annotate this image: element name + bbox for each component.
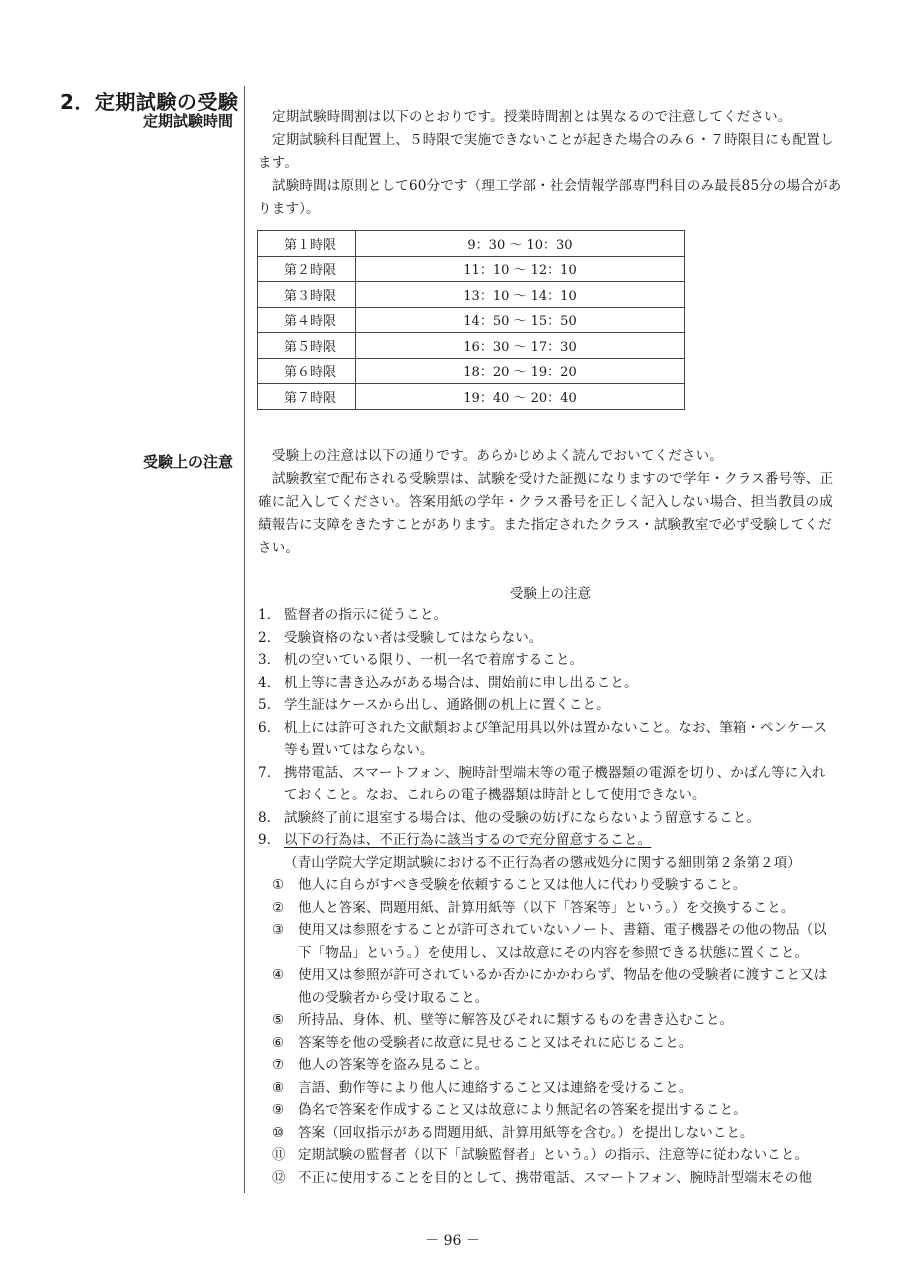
time-cell: 16：30 〜 17：30	[356, 333, 685, 359]
list-item	[258, 694, 838, 717]
item-text: 所持品、身体、机、壁等に解答及びそれに類するものを書き込むこと。	[298, 1012, 734, 1028]
paragraph: 試験時間は原則として60分です（理工学部・社会情報学部専門科目のみ最長85分の場合があります）。	[258, 178, 842, 217]
item-text: 不正に使用することを目的として、携帯電話、スマートフォン、腕時計型端末その他	[298, 1169, 813, 1186]
item-text: 言語、動作等により他人に連絡すること又は連絡を受けること。	[298, 1079, 693, 1096]
list-item	[258, 1032, 838, 1055]
item-number: ⑥	[272, 1034, 285, 1051]
time-cell: 18：20 〜 19：20	[356, 358, 685, 384]
item-text: 他人に自らがすべき受験を依頼すること又は他人に代わり受験すること。	[298, 877, 747, 893]
list-item	[258, 604, 838, 627]
item-number: ⑨	[272, 1102, 285, 1118]
item-text: 受験資格のない者は受験してはならない。	[284, 629, 543, 646]
list-item	[258, 1054, 838, 1077]
item-number: 2．	[258, 629, 281, 646]
list-item	[258, 1077, 838, 1100]
table-row	[258, 256, 685, 282]
list-item	[258, 1144, 838, 1167]
item-number: ⑪	[272, 1147, 286, 1163]
notes-text	[258, 445, 843, 560]
item-number: 5．	[258, 697, 281, 713]
period-cell: 第４時限	[258, 307, 356, 333]
item-number: ⑤	[272, 1012, 285, 1028]
timetable	[257, 230, 685, 410]
item-text: 机の空いている限り、一机一名で着席すること。	[284, 652, 584, 668]
item-text: 携帯電話、スマートフォン、腕時計型端末等の電子機器類の電源を切り、かばん等に入れておくこと。なお、これらの電子機器類は時計として使用できない。	[284, 764, 826, 803]
list-item	[258, 1099, 838, 1122]
section-heading: 2．定期試験の受験	[60, 90, 239, 114]
period-cell: 第１時限	[258, 231, 356, 257]
time-cell: 14：50 〜 15：50	[356, 307, 685, 333]
list-item	[258, 964, 838, 1009]
item-text: 答案（回収指示がある問題用紙、計算用紙等を含む。）を提出しないこと。	[298, 1124, 754, 1141]
item-number: ③	[272, 922, 285, 938]
item-number: ⑧	[272, 1079, 285, 1096]
period-cell: 第５時限	[258, 333, 356, 359]
period-cell: 第７時限	[258, 384, 356, 410]
time-cell: 13：10 〜 14：10	[356, 282, 685, 308]
paragraph: 試験教室で配布される受験票は、試験を受けた証拠になりますので学年・クラス番号等、正確に記入してください。答案用紙の学年・クラス番号を正しく記入しない場合、担当教員の成績報告に支障をきたすことがあります。また指定されたクラス・試験教室で必ず受験してください。	[258, 471, 834, 556]
list-item	[258, 649, 838, 672]
item-number: 8．	[258, 809, 281, 826]
notes-caption: 受験上の注意	[510, 586, 591, 602]
margin-rule	[244, 86, 245, 1193]
item-text: 机上には許可された文献類および筆記用具以外は置かないこと。なお、筆箱・ペンケース等も置いてはならない。	[284, 719, 828, 758]
list-item	[258, 627, 838, 650]
list-item	[258, 1009, 838, 1032]
item-text: 偽名で答案を作成すること又は故意により無記名の答案を提出すること。	[298, 1102, 747, 1118]
item-text: 机上等に書き込みがある場合は、開始前に申し出ること。	[284, 674, 638, 691]
item-text: 定期試験の監督者（以下「試験監督者」という。）の指示、注意等に従わないこと。	[298, 1147, 809, 1163]
time-cell: 19：40 〜 20：40	[356, 384, 685, 410]
time-cell: 9：30 〜 10：30	[356, 231, 685, 257]
item-number: 3．	[258, 652, 281, 668]
paragraph: 定期試験科目配置上、５時限で実施できないことが起きた場合のみ６・７時限目にも配置します。	[258, 132, 834, 171]
list-item	[258, 1122, 838, 1145]
item-text: 試験終了前に退室する場合は、他の受験の妨げにならないよう留意すること。	[284, 809, 760, 826]
list-item	[258, 897, 838, 920]
item-text: 使用又は参照が許可されているか否かにかかわらず、物品を他の受験者に渡すこと又は他の受験者から受け取ること。	[298, 967, 828, 1006]
item-number: 1．	[258, 607, 281, 623]
list-item	[258, 672, 838, 695]
list-item	[258, 762, 838, 807]
table-row	[258, 231, 685, 257]
table-row	[258, 384, 685, 410]
period-cell: 第６時限	[258, 358, 356, 384]
item-number: ②	[272, 899, 285, 916]
item-number: 6．	[258, 719, 281, 736]
period-cell: 第２時限	[258, 256, 356, 282]
list-item	[258, 874, 838, 897]
subheading-exam-time: 定期試験時間	[142, 112, 233, 130]
item-number: 9．	[258, 832, 281, 848]
period-cell: 第３時限	[258, 282, 356, 308]
item-text: 監督者の指示に従うこと。	[284, 607, 448, 623]
item-text: 以下の行為は、不正行為に該当するので充分留意すること。	[284, 832, 652, 848]
item-number: 7．	[258, 764, 281, 781]
item-text: 答案等を他の受験者に故意に見せること又はそれに応じること。	[298, 1034, 693, 1051]
list-item	[258, 1167, 838, 1190]
table-row	[258, 358, 685, 384]
page-number: － 96 －	[425, 1233, 480, 1249]
paragraph: 定期試験時間割は以下のとおりです。授業時間割とは異なるので注意してください。	[272, 109, 792, 125]
table-row	[258, 282, 685, 308]
exam-time-text	[258, 106, 843, 221]
rule9-source: （青山学院大学定期試験における不正行為者の懲戒処分に関する細則第２条第２項）	[284, 854, 801, 871]
item-number: ⑩	[272, 1124, 285, 1141]
table-row	[258, 307, 685, 333]
subheading-notes: 受験上の注意	[142, 453, 233, 471]
item-number: 4．	[258, 674, 281, 691]
list-item	[258, 807, 838, 830]
item-number: ⑫	[272, 1169, 286, 1186]
item-number: ④	[272, 967, 285, 983]
paragraph: 受験上の注意は以下の通りです。あらかじめよく読んでおいてください。	[272, 448, 724, 464]
item-number: ①	[272, 877, 285, 893]
item-text: 使用又は参照をすることが許可されていないノート、書籍、電子機器その他の物品（以下「物品」という。）を使用し、又は故意にその内容を参照できる状態に置くこと。	[298, 922, 827, 961]
item-text: 学生証はケースから出し、通路側の机上に置くこと。	[284, 697, 610, 713]
item-text: 他人の答案等を盗み見ること。	[298, 1057, 489, 1073]
list-item	[258, 829, 838, 852]
item-number: ⑦	[272, 1057, 285, 1073]
table-row	[258, 333, 685, 359]
time-cell: 11：10 〜 12：10	[356, 256, 685, 282]
rules-list	[258, 604, 838, 1189]
item-text: 他人と答案、問題用紙、計算用紙等（以下「答案等」という。）を交換すること。	[298, 899, 795, 916]
list-item	[258, 717, 838, 762]
list-item	[258, 919, 838, 964]
